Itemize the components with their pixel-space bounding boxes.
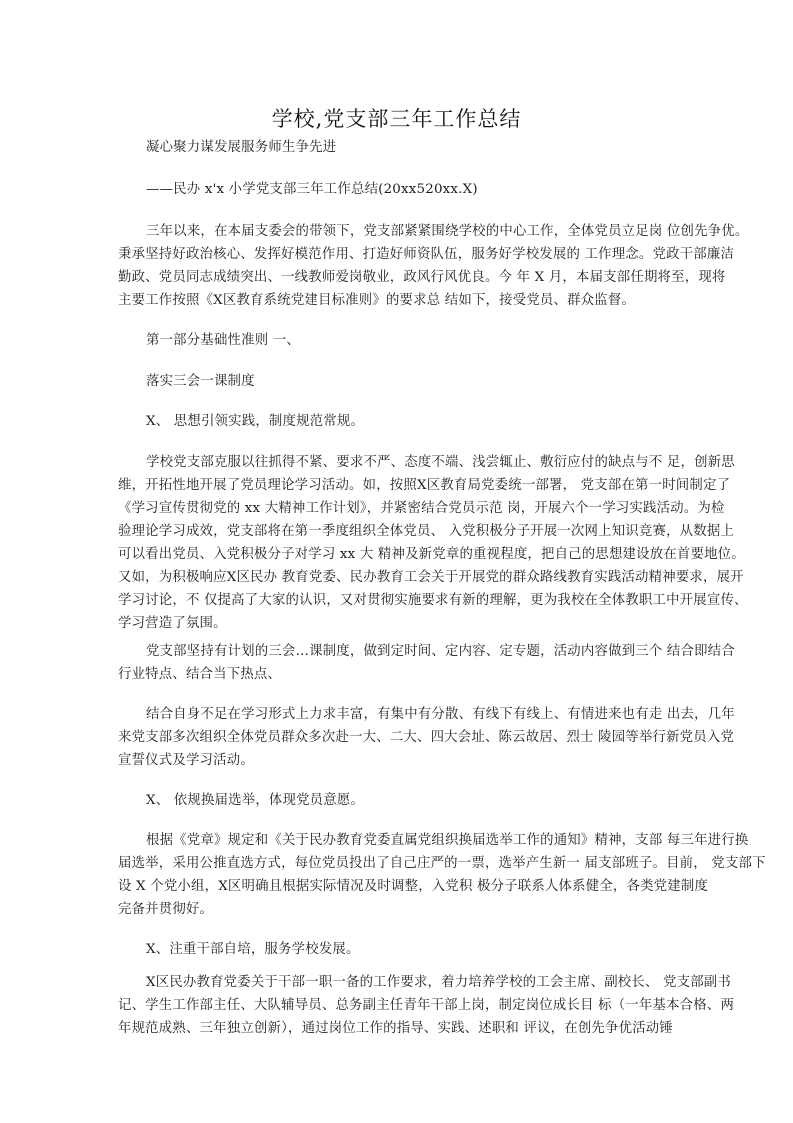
paragraph-line: 来党支部多次组织全体党员群众多次赴一大、二大、四大会址、陈云故居、烈士 陵园等举行新党员入党 — [118, 730, 735, 745]
paragraph-line: 记、学生工作部主任、大队辅导员、总务副主任青年干部上岗，制定岗位成长目 标（一年基本合格、两 — [118, 998, 735, 1013]
paragraph-line: 行业特点、结合当下热点、 — [118, 667, 282, 682]
paragraph-line: 又如，为积极响应X区民办 教育党委、民办教育工会关于开展党的群众路线教育实践活动精神要求，展开 — [118, 570, 744, 585]
paragraph-line: 完备并贯彻好。 — [118, 902, 214, 917]
paragraph-line: 验理论学习成效，党支部将在第一季度组织全体党员、 入党积极分子开展一次网上知识竞赛，从数据上 — [118, 524, 735, 539]
paragraph-line: 设 X 个党小组，X区明确且根据实际情况及时调整，入党积 极分子联系人体系健全，各类党建制度 — [118, 879, 709, 894]
paragraph-line: 年规范成熟、三年独立创新），通过岗位工作的指导、实践、述职和 评议，在创先争优活动锤 — [118, 1021, 673, 1036]
paragraph-line: 三年以来，在本届支委会的带领下，党支部紧紧围绕学校的中心工作，全体党员立足岗 位创先争优。 — [146, 224, 749, 239]
paragraph-line: 学习讨论，不 仅提高了大家的认识，又对贯彻实施要求有新的理解，更为我校在全体教职工中开展宣传、 — [118, 593, 748, 608]
document-title: 学校,党支部三年工作总结 — [271, 107, 522, 131]
item-heading: X、注重干部自培，服务学校发展。 — [146, 942, 360, 957]
paragraph-line: 届选举，采用公推直选方式，每位党员投出了自己庄严的一票，选举产生新一 届支部班子。目前， 党支部下 — [118, 856, 766, 871]
paragraph-line: 勤政、党员同志成绩突出、一线教师爱岗敬业，政风行风优良。今 年 X 月，本届支部任期将至，现将 — [118, 270, 726, 285]
paragraph-line: 根据《党章》规定和《关于民办教育党委直属党组织换届选举工作的通知》精神，支部 每三年进行换 — [146, 833, 749, 848]
paragraph-line: 学习营造了氛围。 — [118, 616, 227, 631]
section-heading: 落实三会一课制度 — [146, 374, 255, 389]
paragraph-line: 党支部坚持有计划的三会…课制度，做到定时间、定内容、定专题，活动内容做到三个 结合即结合 — [146, 644, 735, 659]
paragraph-line: 秉承坚持好政治核心、发挥好模范作用、打造好师资队伍，服务好学校发展的 工作理念。党政干部廉洁 — [118, 247, 735, 262]
part-heading: 第一部分基础性准则 一、 — [146, 333, 300, 348]
paragraph-line: 宣誓仪式及学习活动。 — [118, 753, 254, 768]
paragraph-line: 学校党支部克服以往抓得不紧、要求不严、态度不端、浅尝辄止、敷衍应付的缺点与不 足，创新思 — [146, 455, 735, 470]
item-heading: X、 思想引领实践，制度规范常规。 — [146, 414, 365, 429]
paragraph-line: 维，开拓性地开展了党员理论学习活动。如，按照X区教育局党委统一部署， 党支部在第一时间制定了 — [118, 478, 731, 493]
byline: ——民办 x'x 小学党支部三年工作总结(20xx520xx.X) — [146, 182, 478, 197]
paragraph-line: X区民办教育党委关于干部一职一备的工作要求，着力培养学校的工会主席、副校长、 党支部副书 — [146, 975, 731, 990]
paragraph-line: 可以看出党员、入党积极分子对学习 xx 大 精神及新党章的重视程度，把自己的思想建设放在首要地位。 — [118, 547, 745, 562]
paragraph-line: 《学习宣传贯彻党的 xx 大精神工作计划》，并紧密结合党员示范 岗，开展六个一学习实践活动。为检 — [118, 501, 725, 516]
paragraph-line: 结合自身不足在学习形式上力求丰富，有集中有分散、有线下有线上、有情进来也有走 出去，几年 — [146, 707, 735, 722]
paragraph-line: 主要工作按照《X区教育系统党建目标准则》的要求总 结如下，接受党员、群众监督。 — [118, 293, 636, 308]
subtitle: 凝心聚力谋发展服务师生争先进 — [146, 140, 337, 155]
item-heading: X、 依规换届选举，体现党员意愿。 — [146, 793, 365, 808]
